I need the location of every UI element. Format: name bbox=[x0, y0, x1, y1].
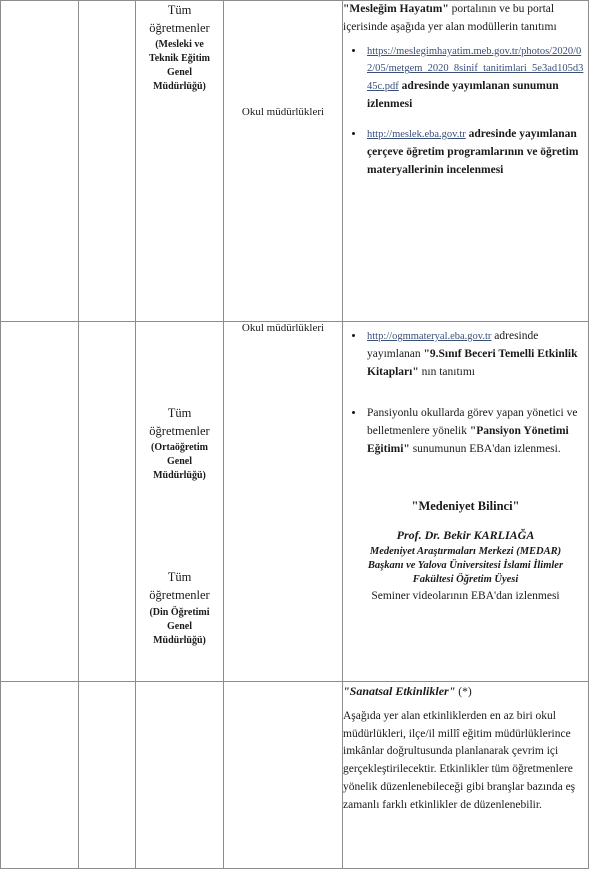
list-item bbox=[365, 126, 588, 179]
list-item bbox=[365, 328, 588, 381]
bullet-0-text: adresinde yayımlanan sunumun izlenmesi bbox=[367, 80, 559, 111]
bullet-1-plain-1: Pansiyonlu okullarda görev yapan yönetici ve belletmenlere yönelik bbox=[367, 407, 578, 438]
audience-sub-line2: Genel bbox=[167, 620, 192, 632]
section-title-suffix: (*) bbox=[455, 686, 472, 698]
spacer bbox=[343, 516, 588, 524]
audience-cell bbox=[136, 322, 224, 682]
bullet-0-plain-2: nın tanıtımı bbox=[418, 365, 475, 378]
audience-main-line1: Tüm bbox=[167, 406, 192, 420]
row-marker-cell bbox=[1, 1, 79, 322]
section-heading bbox=[343, 682, 588, 702]
row-marker-cell bbox=[1, 682, 79, 869]
audience-main-line1: Tüm bbox=[167, 3, 192, 17]
content-cell bbox=[343, 322, 589, 682]
meslek-eba-link[interactable]: http://meslek.eba.gov.tr bbox=[367, 128, 466, 140]
bullet-1-bold: "Pansiyon Yönetimi Eğitimi" bbox=[367, 425, 569, 456]
audience-sub-line3: Müdürlüğü) bbox=[153, 470, 206, 482]
audience-sub-line3: Müdürlüğü) bbox=[153, 634, 206, 646]
section-title: "Sanatsal Etkinlikler" bbox=[343, 684, 456, 698]
list-item bbox=[365, 43, 588, 114]
audience-cell bbox=[136, 1, 224, 322]
bullet-0-bold: "9.Sınıf Beceri Temelli Etkinlik Kitapları" bbox=[367, 347, 578, 378]
bullet-list bbox=[343, 43, 588, 180]
responsible-cell bbox=[224, 1, 343, 322]
blank-cell bbox=[79, 322, 136, 682]
meslegim-hayatim-link[interactable]: https://meslegimhayatim.meb.gov.tr/photos/2020/02/05/metgem_2020_8sinif_tanitimlari_5e3ad105d345c.pdf bbox=[367, 45, 584, 93]
spacer bbox=[343, 483, 588, 497]
bullet-list bbox=[343, 328, 588, 459]
audience-main-line2: öğretmenler bbox=[149, 588, 210, 603]
responsible-cell bbox=[224, 322, 343, 682]
seminar-affiliation-line2: Başkanı ve Yalova Üniversitesi İslami İlimler bbox=[367, 560, 564, 572]
list-item bbox=[365, 405, 588, 458]
ogmmateryal-link[interactable]: http://ogmmateryal.eba.gov.tr bbox=[367, 331, 492, 342]
row-marker-cell bbox=[1, 322, 79, 682]
table-row bbox=[1, 682, 589, 869]
responsible-cell bbox=[224, 682, 343, 869]
responsible-label: Okul müdürlükleri bbox=[241, 322, 325, 334]
bullet-1-plain-2: sunumunun EBA'dan izlenmesi. bbox=[409, 443, 561, 456]
bullet-0-plain-1: adresinde yayımlanan bbox=[367, 330, 539, 360]
blank-cell bbox=[79, 682, 136, 869]
table-row bbox=[1, 1, 589, 322]
content-cell bbox=[343, 682, 589, 869]
audience-sub-line2: Genel bbox=[167, 456, 192, 468]
audience-main-line2: öğretmenler bbox=[149, 21, 210, 36]
responsible-label: Okul müdürlükleri bbox=[241, 106, 325, 118]
seminar-block bbox=[343, 497, 588, 606]
intro-rest: portalının ve bu portal içerisinde aşağıda yer alan modüllerin tanıtımı bbox=[343, 3, 557, 33]
audience-cell bbox=[136, 682, 224, 869]
audience-sub-line2: Teknik Eğitim bbox=[148, 53, 211, 65]
section-body: Aşağıda yer alan etkinliklerden en az biri okul müdürlükleri, ilçe/il millî eğitim müdürlüklerince imkânlar doğrultusunda planlanarak çevrim içi gerçekleştirilecektir. Etkinlikler tüm öğretmenlere yönelik düzenlenebileceği gibi branşlar bazında eş zamanlı farklı etkinlikler de düzenlenebilir. bbox=[343, 709, 576, 811]
seminar-affiliation-line3: Fakültesi Öğretim Üyesi bbox=[412, 574, 519, 586]
audience-sub-line1: (Ortaöğretim bbox=[150, 442, 208, 454]
intro-paragraph bbox=[343, 1, 588, 37]
audience-main-line1: Tüm bbox=[167, 570, 192, 585]
blank-cell bbox=[79, 1, 136, 322]
audience-sub-line1: (Mesleki ve bbox=[155, 39, 204, 51]
seminar-title: "Medeniyet Bilinci" bbox=[411, 498, 520, 513]
audience-sub-line1: (Din Öğretimi bbox=[149, 606, 210, 618]
audience-group-dogm bbox=[136, 482, 223, 646]
seminar-speaker-name: Prof. Dr. Bekir KARLIAĞA bbox=[396, 528, 535, 543]
audience-sub-line3: Genel bbox=[167, 67, 192, 79]
table-row bbox=[1, 322, 589, 682]
portal-name: "Mesleğim Hayatım" bbox=[343, 3, 449, 15]
content-cell bbox=[343, 1, 589, 322]
audience-group-ogm bbox=[136, 322, 223, 482]
audience-main-line2: öğretmenler bbox=[149, 424, 210, 439]
seminar-note: Seminer videolarının EBA'dan izlenmesi bbox=[371, 590, 560, 603]
audience-sub-line4: Müdürlüğü) bbox=[153, 81, 206, 93]
seminar-affiliation-line1: Medeniyet Araştırmaları Merkezi (MEDAR) bbox=[369, 545, 562, 557]
bullet-1-text: adresinde yayımlanan çerçeve öğretim programlarının ve öğretim materyallerinin incelenmesi bbox=[367, 127, 579, 176]
